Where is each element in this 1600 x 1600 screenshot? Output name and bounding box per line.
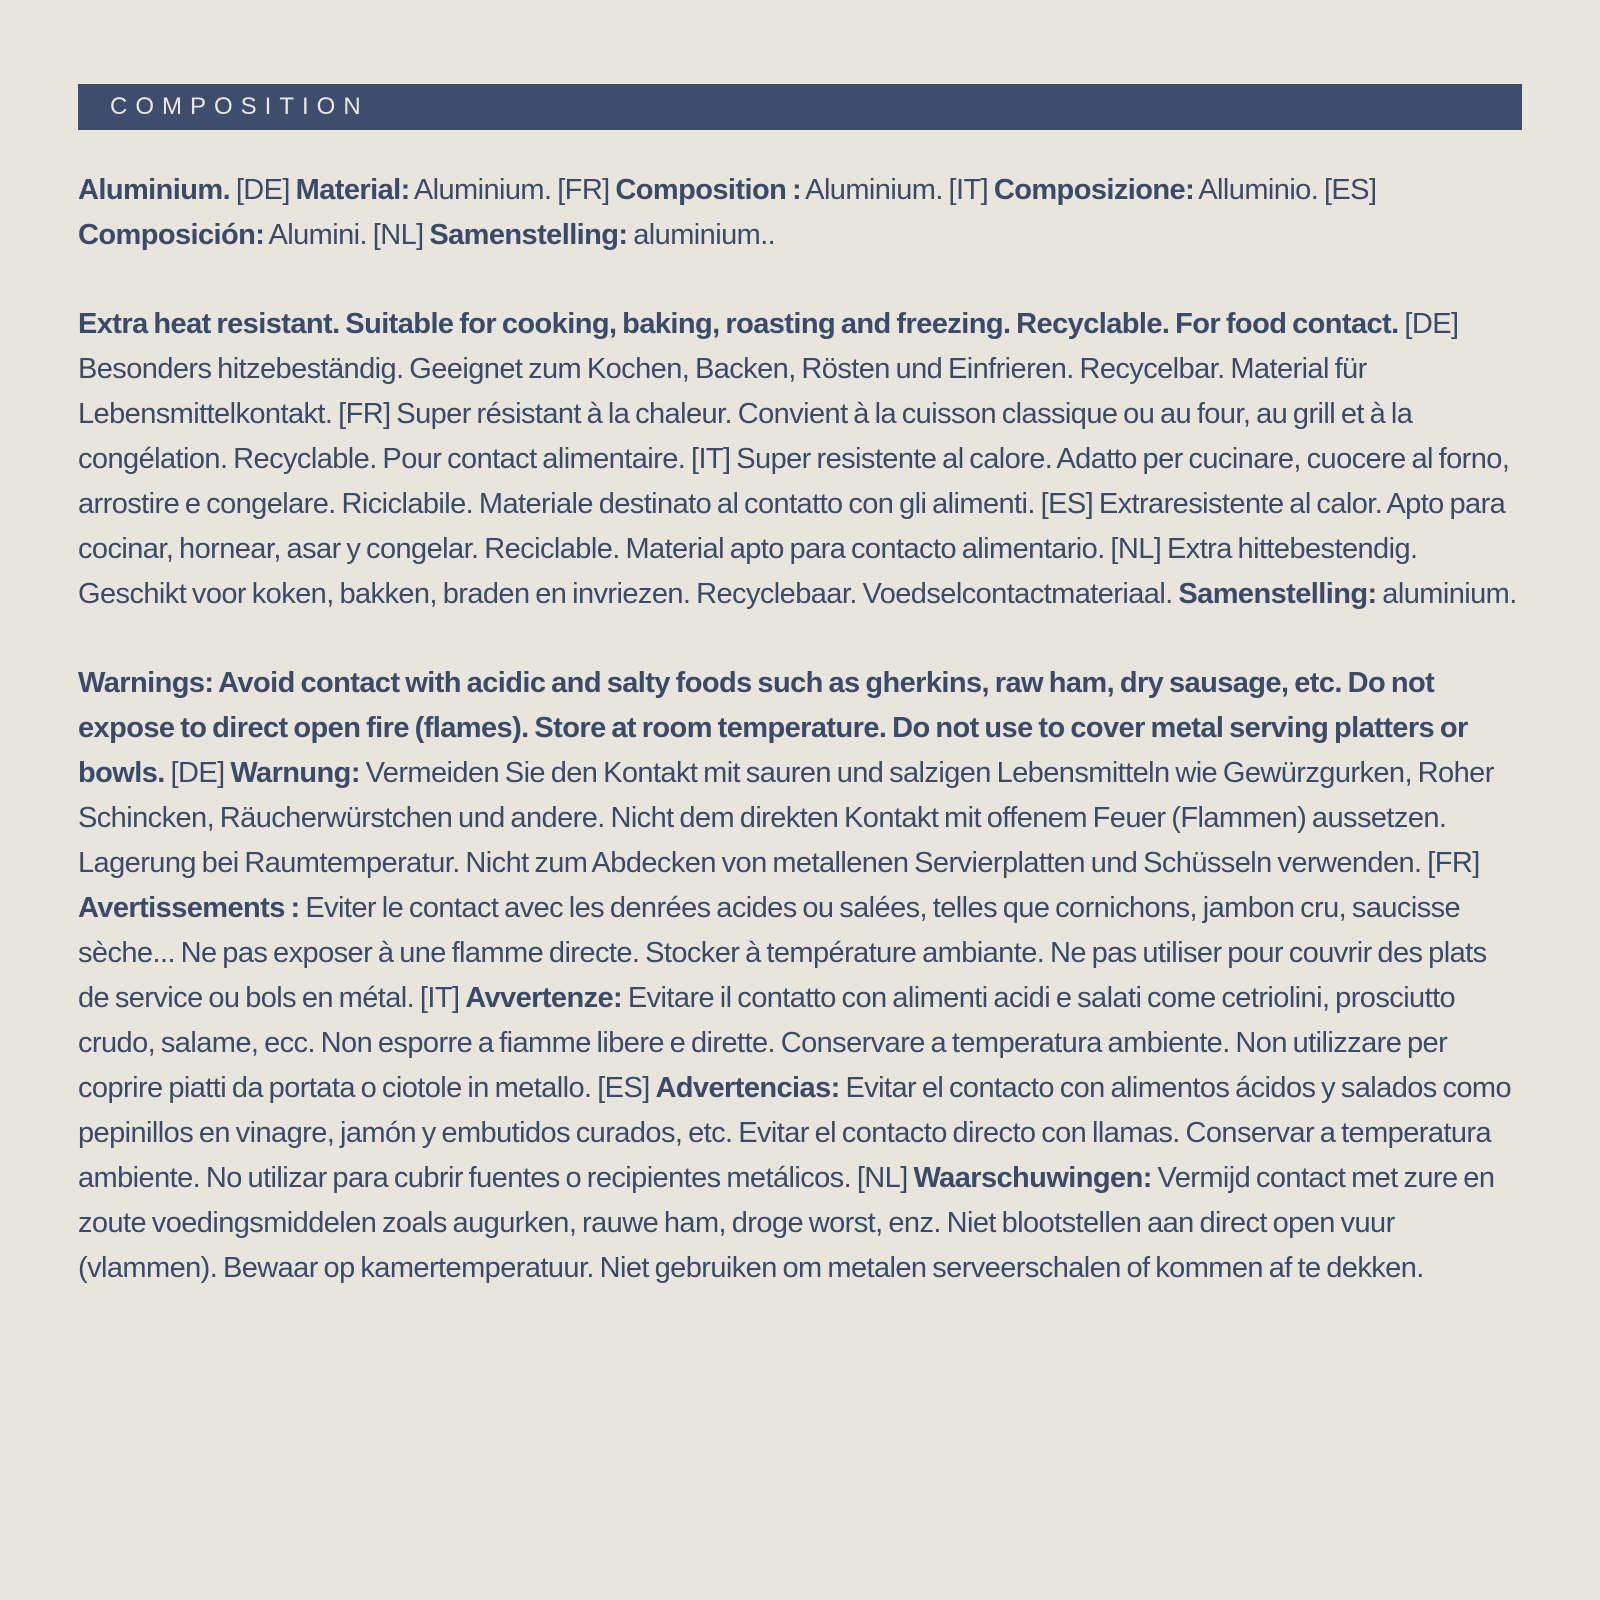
text-run: Avertissements : [78,892,300,924]
text-run: Alluminio. [ES] [1194,174,1377,206]
text-run: Composition : [615,174,802,206]
paragraph-warnings [78,661,1522,1291]
text-run: Advertencias: [655,1072,840,1104]
text-run: Eviter le contact avec les denrées acides ou salées, telles que cornichons, jambon cru, saucisse sèche... Ne pas exposer à une flamme directe. Stocker à température ambiante. Ne pas utiliser pour couvrir des plats de service ou bols en métal. [IT] [78,892,1487,1014]
text-run: Warnings: Avoid contact with acidic and salty foods such as gherkins, raw ham, dry sausage, etc. Do not expose to direct open fire (flames). Store at room temperature. Do not use to cover metal serving platters or bowls. [78,667,1468,789]
text-run: Material: [295,174,410,206]
text-run: Waarschuwingen: [913,1162,1152,1194]
text-run: aluminium. [1376,578,1517,610]
text-run: [DE] [230,174,296,206]
text-run: Warnung: [230,757,360,789]
text-run: [DE] Besonders hitzebeständig. Geeignet zum Kochen, Backen, Rösten und Einfrieren. Recycelbar. Material für Lebensmittelkontakt. [FR] Super résistant à la chaleur. Convient à la cuisson classique ou au four, au grill et à la congélation. Recyclable. Pour contact alimentaire. [IT] Super resistente al calore. Adatto per cucinare, cuocere al forno, arrostire e congelare. Riciclabile. Materiale destinato al contatto con gli alimenti. [ES] Extraresistente al calor. Apto para cocinar, hornear, asar y congelar. Reciclable. Material apto para contacto alimentario. [NL] Extra hittebestendig. Geschikt voor koken, bakken, braden en invriezen. Recyclebaar. Voedselcontactmateriaal. [78,308,1510,610]
text-run: Composición: [78,219,265,251]
composition-header-title: COMPOSITION [110,93,369,120]
text-run: Extra heat resistant. Suitable for cooking, baking, roasting and freezing. Recyclable. For food contact. [78,308,1399,340]
text-run: Alumini. [NL] [264,219,430,251]
text-run: Evitare il contatto con alimenti acidi e salati come cetriolini, prosciutto crudo, salame, ecc. Non esporre a fiamme libere e dirette. Conservare a temperatura ambiente. Non utilizzare per coprire piatti da portata o ciotole in metallo. [ES] [78,982,1456,1104]
text-run: Evitar el contacto con alimentos ácidos y salados como pepinillos en vinagre, jamón y embutidos curados, etc. Evitar el contacto directo con llamas. Conservar a temperatura ambiente. No utilizar para cubrir fuentes o recipientes metálicos. [NL] [78,1072,1512,1194]
label-copy [78,168,1522,1291]
text-run: Vermeiden Sie den Kontakt mit sauren und salzigen Lebensmitteln wie Gewürzgurken, Roher Schincken, Räucherwürstchen und andere. Nicht dem direkten Kontakt mit offenem Feuer (Flammen) aussetzen. Lagerung bei Raumtemperatur. Nicht zum Abdecken von metallenen Servierplatten und Schüsseln verwenden. [FR] [78,757,1494,879]
text-run: Aluminium. [FR] [409,174,616,206]
text-run: Vermijd contact met zure en zoute voedingsmiddelen zoals augurken, rauwe ham, droge worst, enz. Niet blootstellen aan direct open vuur (vlammen). Bewaar op kamertemperatuur. Niet gebruiken om metalen serveerschalen of kommen af te dekken. [78,1162,1495,1284]
paragraph-composition-languages [78,168,1522,258]
composition-header-band [78,84,1522,130]
text-run: aluminium.. [627,219,776,251]
text-run: Aluminium. [IT] [801,174,994,206]
text-run: Composizione: [993,174,1195,206]
text-run: Avvertenze: [465,982,623,1014]
text-run: Samenstelling: [1178,578,1377,610]
text-run: Aluminium. [78,174,231,206]
text-run: Samenstelling: [429,219,628,251]
text-run: [DE] [164,757,231,789]
paragraph-usage-properties [78,302,1522,617]
